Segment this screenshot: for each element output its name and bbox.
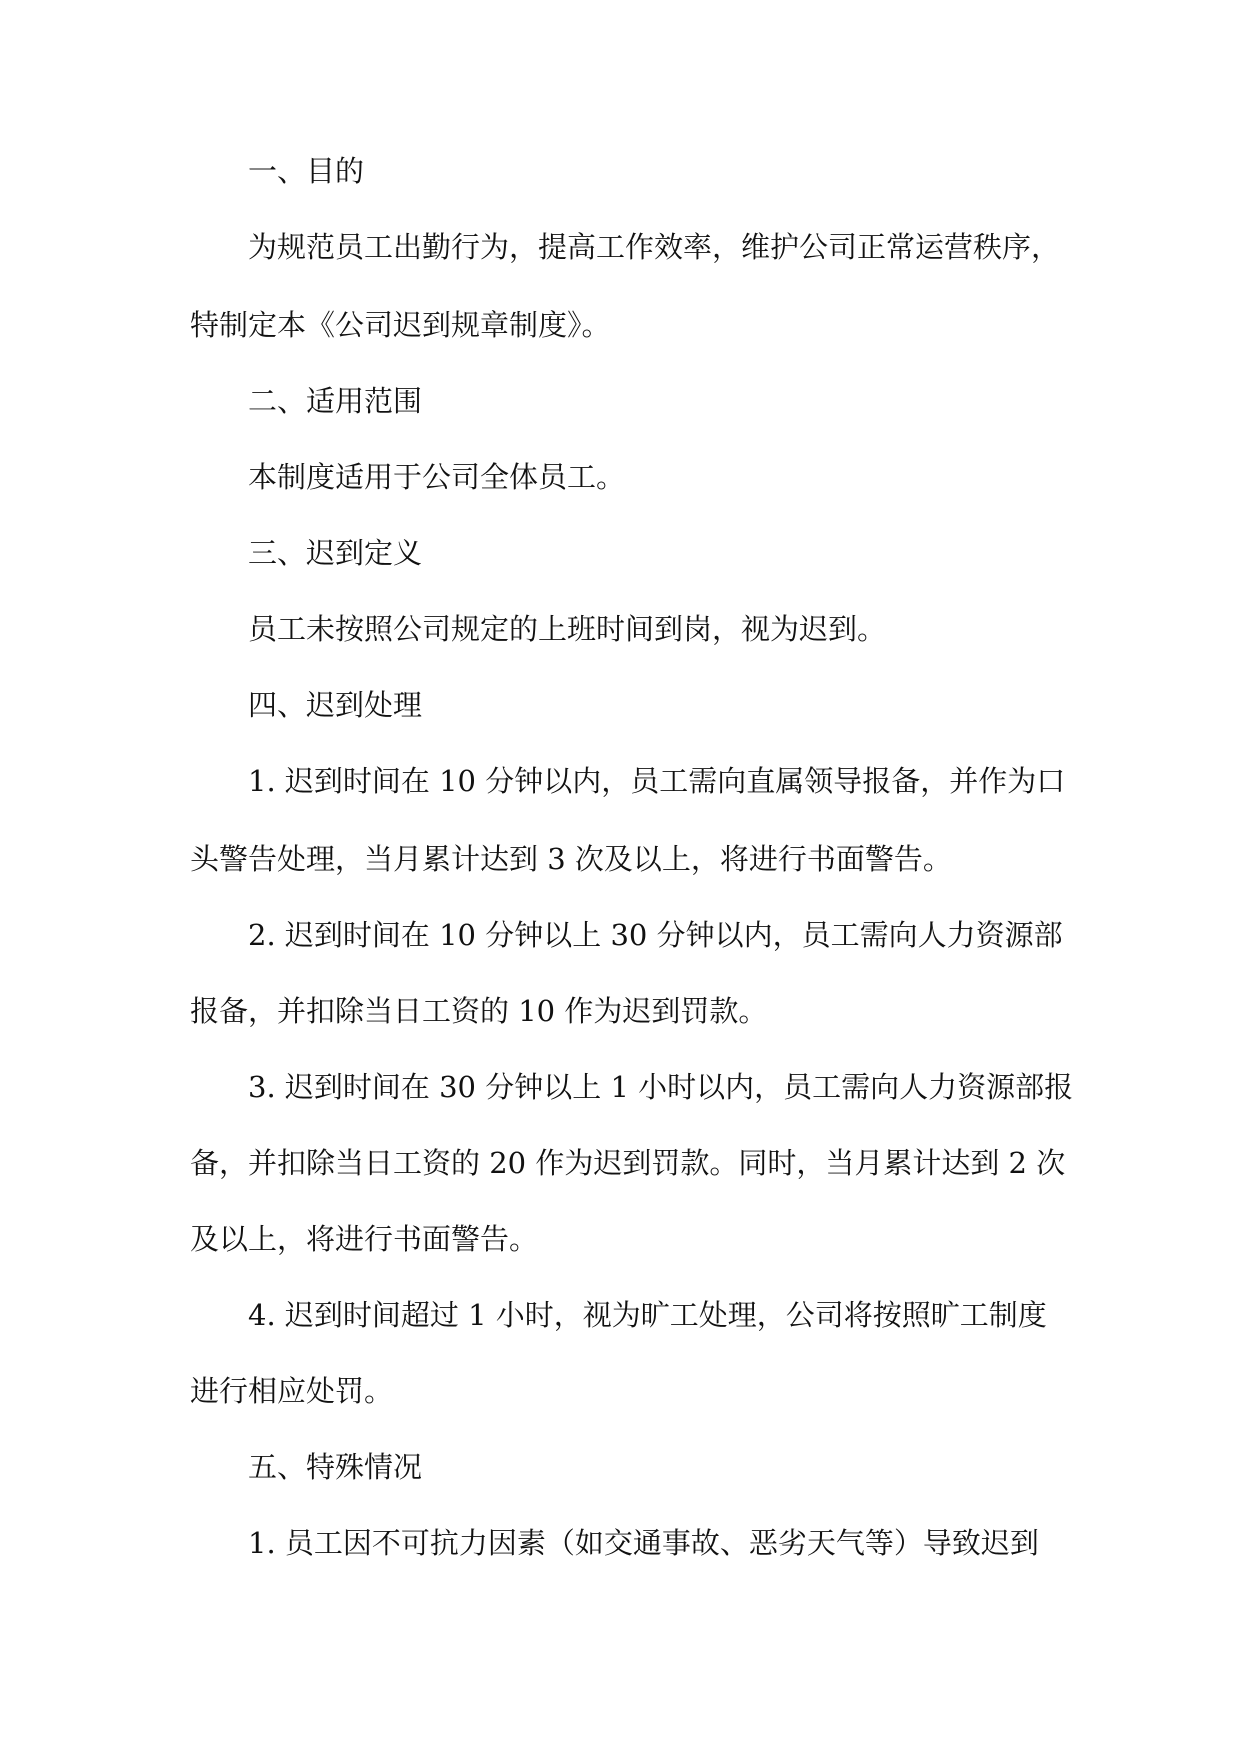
paragraph-line: 本制度适用于公司全体员工。 bbox=[248, 460, 626, 494]
heading-definition: 三、迟到定义 bbox=[248, 536, 423, 570]
list-item-line: 2. 迟到时间在 10 分钟以上 30 分钟以内，员工需向人力资源部 bbox=[248, 918, 1063, 952]
list-item-line: 1. 员工因不可抗力因素（如交通事故、恶劣天气等）导致迟到 bbox=[248, 1526, 1039, 1560]
paragraph-line: 为规范员工出勤行为，提高工作效率，维护公司正常运营秩序， bbox=[248, 230, 1061, 264]
list-item-line: 3. 迟到时间在 30 分钟以上 1 小时以内，员工需向人力资源部报 bbox=[248, 1070, 1074, 1104]
heading-special-cases: 五、特殊情况 bbox=[248, 1450, 423, 1484]
heading-scope: 二、适用范围 bbox=[248, 384, 423, 418]
list-item-line: 头警告处理，当月累计达到 3 次及以上，将进行书面警告。 bbox=[190, 842, 952, 876]
heading-purpose: 一、目的 bbox=[248, 154, 365, 188]
heading-handling: 四、迟到处理 bbox=[248, 688, 423, 722]
paragraph-line: 员工未按照公司规定的上班时间到岗，视为迟到。 bbox=[248, 612, 887, 646]
paragraph-line: 特制定本《公司迟到规章制度》。 bbox=[190, 308, 611, 342]
list-item-line: 进行相应处罚。 bbox=[190, 1374, 394, 1408]
list-item-line: 报备，并扣除当日工资的 10 作为迟到罚款。 bbox=[190, 994, 768, 1028]
list-item-line: 及以上，将进行书面警告。 bbox=[190, 1222, 539, 1256]
list-item-line: 备，并扣除当日工资的 20 作为迟到罚款。同时，当月累计达到 2 次 bbox=[190, 1146, 1066, 1180]
list-item-line: 1. 迟到时间在 10 分钟以内，员工需向直属领导报备，并作为口 bbox=[248, 764, 1066, 798]
list-item-line: 4. 迟到时间超过 1 小时，视为旷工处理，公司将按照旷工制度 bbox=[248, 1298, 1047, 1332]
